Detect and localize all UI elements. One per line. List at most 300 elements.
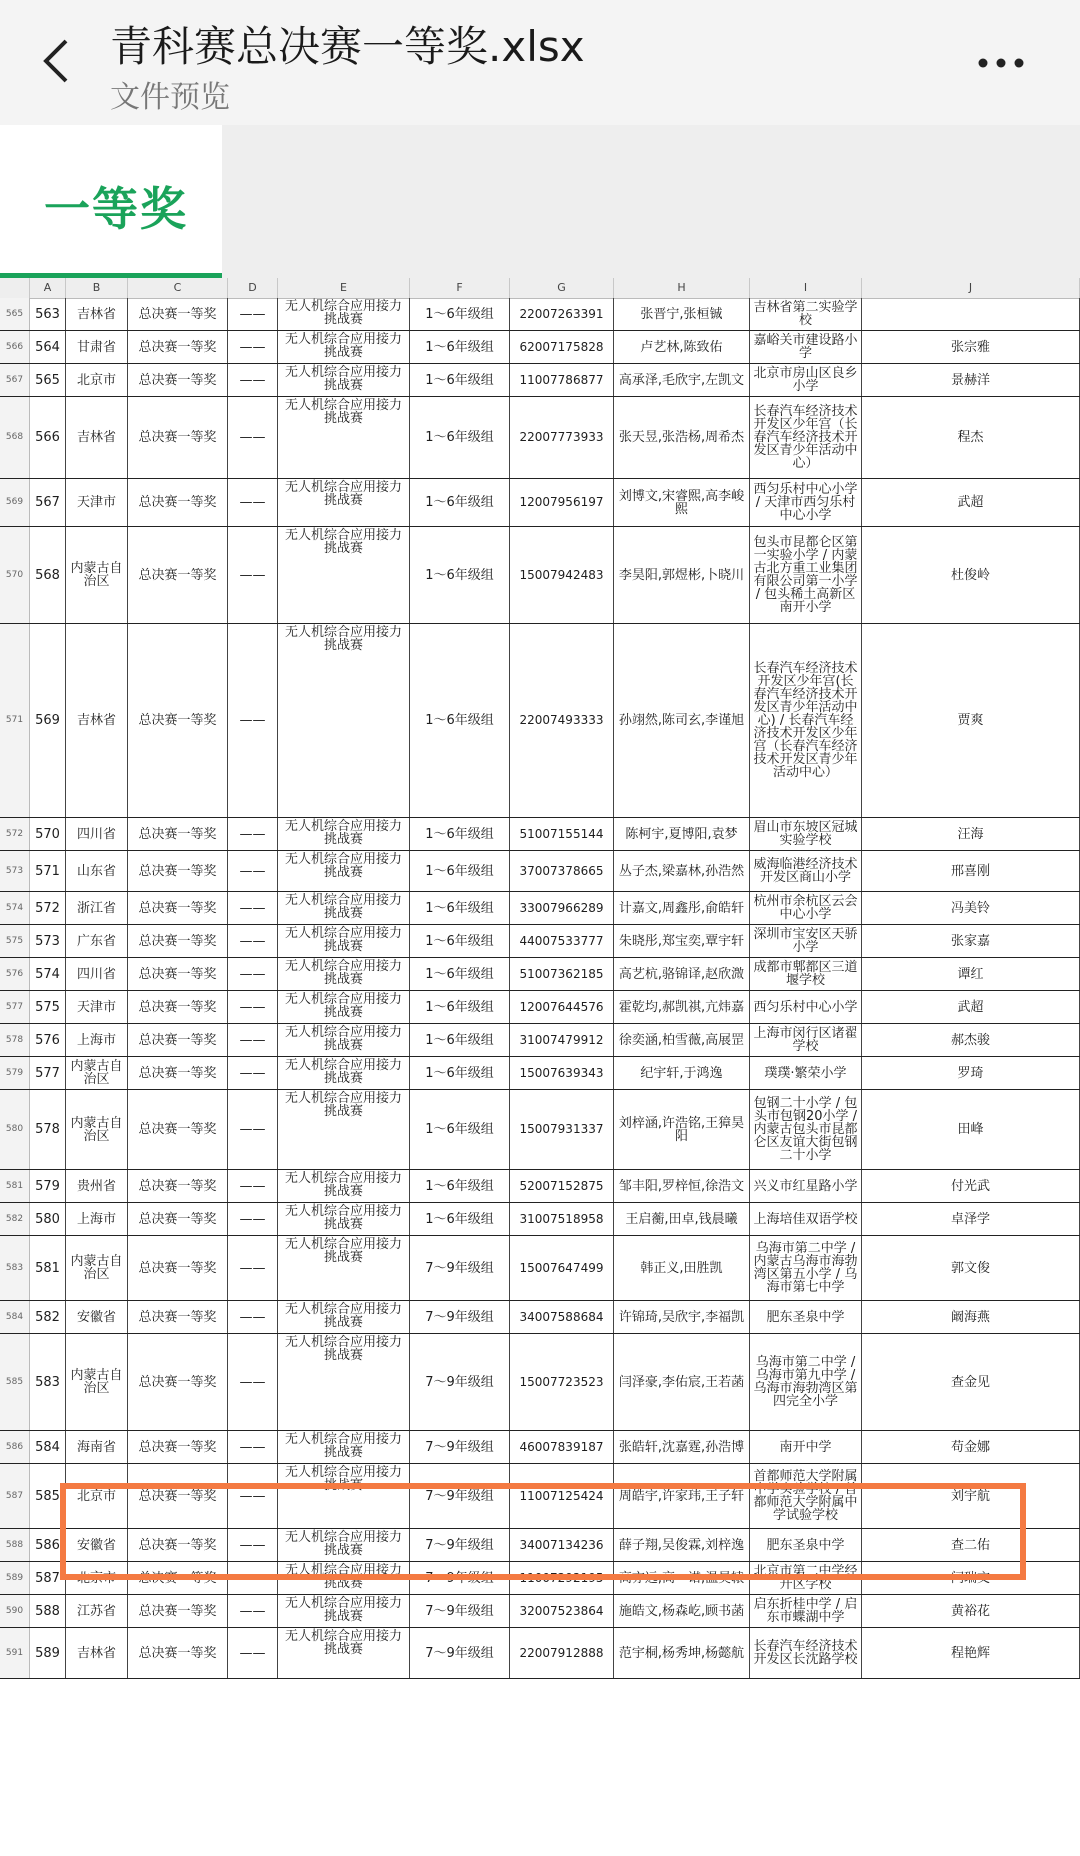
cell-b[interactable]: 北京市	[66, 364, 128, 396]
table-row[interactable]	[0, 892, 1080, 925]
row-number[interactable]: 576	[0, 958, 30, 990]
row-number[interactable]: 589	[0, 1562, 30, 1594]
cell-j[interactable]: 刘宇航	[862, 1464, 1080, 1528]
cell-j[interactable]: 贾爽	[862, 624, 1080, 817]
cell-b[interactable]: 内蒙古自治区	[66, 1334, 128, 1430]
cell-h[interactable]: 张皓轩,沈嘉霆,孙浩博	[614, 1431, 750, 1463]
cell-b[interactable]: 内蒙古自治区	[66, 1236, 128, 1300]
table-row[interactable]	[0, 1595, 1080, 1628]
cell-g[interactable]: 34007588684	[510, 1301, 614, 1333]
cell-i[interactable]: 长春汽车经济技术开发区少年宫（长春汽车经济技术开发区青少年活动中心）	[750, 397, 862, 478]
cell-h[interactable]: 高承泽,毛欣宇,左凯文	[614, 364, 750, 396]
cell-f[interactable]: 1～6年级组	[410, 397, 510, 478]
cell-j[interactable]	[862, 298, 1080, 330]
row-number[interactable]: 579	[0, 1057, 30, 1089]
cell-i[interactable]: 璞璞·繁荣小学	[750, 1057, 862, 1089]
cell-d[interactable]: ——	[228, 1334, 278, 1430]
cell-d[interactable]: ——	[228, 479, 278, 526]
cell-a[interactable]: 565	[30, 364, 66, 396]
column-header-f[interactable]: F	[410, 278, 510, 298]
cell-d[interactable]: ——	[228, 331, 278, 363]
cell-c[interactable]: 总决赛一等奖	[128, 958, 228, 990]
cell-g[interactable]: 51007155144	[510, 818, 614, 850]
cell-j[interactable]: 杜俊岭	[862, 527, 1080, 623]
cell-c[interactable]: 总决赛一等奖	[128, 364, 228, 396]
cell-c[interactable]: 总决赛一等奖	[128, 624, 228, 817]
cell-g[interactable]: 12007956197	[510, 479, 614, 526]
column-header-h[interactable]: H	[614, 278, 750, 298]
cell-a[interactable]: 585	[30, 1464, 66, 1528]
column-header-d[interactable]: D	[228, 278, 278, 298]
cell-a[interactable]: 579	[30, 1170, 66, 1202]
cell-c[interactable]: 总决赛一等奖	[128, 1236, 228, 1300]
cell-i[interactable]: 深圳市宝安区天骄小学	[750, 925, 862, 957]
cell-c[interactable]: 总决赛一等奖	[128, 1464, 228, 1528]
cell-j[interactable]: 程艳辉	[862, 1628, 1080, 1678]
cell-e[interactable]: 无人机综合应用接力挑战赛	[278, 1431, 410, 1463]
table-row[interactable]	[0, 479, 1080, 527]
cell-h[interactable]: 丛子杰,梁嘉林,孙浩然	[614, 851, 750, 891]
cell-a[interactable]: 587	[30, 1562, 66, 1594]
cell-h[interactable]: 王启蘅,田卓,钱晨曦	[614, 1203, 750, 1235]
cell-b[interactable]: 吉林省	[66, 397, 128, 478]
table-row[interactable]	[0, 1236, 1080, 1301]
cell-f[interactable]: 1～6年级组	[410, 1024, 510, 1056]
table-row[interactable]	[0, 1057, 1080, 1090]
table-row[interactable]	[0, 1562, 1080, 1595]
cell-i[interactable]: 吉林省第二实验学校	[750, 298, 862, 330]
cell-b[interactable]: 上海市	[66, 1203, 128, 1235]
cell-i[interactable]: 杭州市余杭区云会中心小学	[750, 892, 862, 924]
cell-f[interactable]: 1～6年级组	[410, 298, 510, 330]
cell-f[interactable]: 1～6年级组	[410, 331, 510, 363]
cell-c[interactable]: 总决赛一等奖	[128, 1203, 228, 1235]
table-row[interactable]	[0, 364, 1080, 397]
cell-h[interactable]: 朱晓彤,郑宝奕,覃宇轩	[614, 925, 750, 957]
cell-c[interactable]: 总决赛一等奖	[128, 331, 228, 363]
cell-h[interactable]: 徐奕涵,柏雪薇,高展罡	[614, 1024, 750, 1056]
cell-g[interactable]: 33007966289	[510, 892, 614, 924]
cell-e[interactable]: 无人机综合应用接力挑战赛	[278, 1024, 410, 1056]
cell-b[interactable]: 浙江省	[66, 892, 128, 924]
cell-i[interactable]: 长春汽车经济技术开发区少年宫(长春汽车经济技术开发区青少年活动中心) / 长春汽车经济技术开发区少年宫（长春汽车经济技术开发区青少年活动中心）	[750, 624, 862, 817]
row-number[interactable]: 577	[0, 991, 30, 1023]
cell-j[interactable]: 郭文俊	[862, 1236, 1080, 1300]
table-row[interactable]	[0, 397, 1080, 479]
cell-h[interactable]: 韩正义,田胜凯	[614, 1236, 750, 1300]
cell-b[interactable]: 天津市	[66, 991, 128, 1023]
cell-a[interactable]: 580	[30, 1203, 66, 1235]
cell-b[interactable]: 安徽省	[66, 1301, 128, 1333]
cell-i[interactable]: 眉山市东坡区冠城实验学校	[750, 818, 862, 850]
cell-c[interactable]: 总决赛一等奖	[128, 298, 228, 330]
cell-f[interactable]: 7～9年级组	[410, 1529, 510, 1561]
cell-f[interactable]: 7～9年级组	[410, 1595, 510, 1627]
cell-g[interactable]: 34007134236	[510, 1529, 614, 1561]
cell-h[interactable]: 闫泽豪,李佑宸,王若菡	[614, 1334, 750, 1430]
cell-a[interactable]: 583	[30, 1334, 66, 1430]
row-number[interactable]: 587	[0, 1464, 30, 1528]
cell-i[interactable]: 南开中学	[750, 1431, 862, 1463]
cell-i[interactable]: 北京市房山区良乡小学	[750, 364, 862, 396]
row-number[interactable]: 568	[0, 397, 30, 478]
cell-f[interactable]: 1～6年级组	[410, 479, 510, 526]
cell-g[interactable]: 37007378665	[510, 851, 614, 891]
cell-i[interactable]: 首都师范大学附属中学实验学校 / 首都师范大学附属中学试验学校	[750, 1464, 862, 1528]
cell-e[interactable]: 无人机综合应用接力挑战赛	[278, 1628, 410, 1678]
cell-g[interactable]: 22007773933	[510, 397, 614, 478]
cell-a[interactable]: 582	[30, 1301, 66, 1333]
cell-i[interactable]: 西匀乐村中心小学 / 天津市西匀乐村中心小学	[750, 479, 862, 526]
cell-h[interactable]: 卢艺林,陈致佑	[614, 331, 750, 363]
cell-a[interactable]: 586	[30, 1529, 66, 1561]
cell-a[interactable]: 578	[30, 1090, 66, 1169]
cell-f[interactable]: 7～9年级组	[410, 1334, 510, 1430]
cell-e[interactable]: 无人机综合应用接力挑战赛	[278, 1464, 410, 1528]
cell-e[interactable]: 无人机综合应用接力挑战赛	[278, 1529, 410, 1561]
cell-a[interactable]: 576	[30, 1024, 66, 1056]
cell-i[interactable]: 乌海市第二中学 / 乌海市第九中学 / 乌海市海勃湾区第四完全小学	[750, 1334, 862, 1430]
cell-d[interactable]: ——	[228, 1057, 278, 1089]
table-row[interactable]	[0, 1431, 1080, 1464]
table-row[interactable]	[0, 925, 1080, 958]
cell-h[interactable]: 纪宇轩,于鸿逸	[614, 1057, 750, 1089]
cell-j[interactable]: 闫瑞文	[862, 1562, 1080, 1594]
cell-a[interactable]: 570	[30, 818, 66, 850]
column-header-j[interactable]: J	[862, 278, 1080, 298]
cell-e[interactable]: 无人机综合应用接力挑战赛	[278, 331, 410, 363]
table-row[interactable]	[0, 1628, 1080, 1679]
cell-g[interactable]: 12007644576	[510, 991, 614, 1023]
column-header-g[interactable]: G	[510, 278, 614, 298]
cell-a[interactable]: 569	[30, 624, 66, 817]
cell-i[interactable]: 肥东圣泉中学	[750, 1301, 862, 1333]
cell-h[interactable]: 刘博文,宋睿熙,高李峻熙	[614, 479, 750, 526]
cell-d[interactable]: ——	[228, 1562, 278, 1594]
table-row[interactable]	[0, 818, 1080, 851]
cell-b[interactable]: 内蒙古自治区	[66, 527, 128, 623]
cell-e[interactable]: 无人机综合应用接力挑战赛	[278, 1562, 410, 1594]
cell-c[interactable]: 总决赛一等奖	[128, 925, 228, 957]
cell-c[interactable]: 总决赛一等奖	[128, 1628, 228, 1678]
cell-g[interactable]: 11007292195	[510, 1562, 614, 1594]
cell-j[interactable]: 郝杰骏	[862, 1024, 1080, 1056]
cell-f[interactable]: 7～9年级组	[410, 1464, 510, 1528]
cell-f[interactable]: 1～6年级组	[410, 1203, 510, 1235]
cell-e[interactable]: 无人机综合应用接力挑战赛	[278, 624, 410, 817]
cell-e[interactable]: 无人机综合应用接力挑战赛	[278, 1057, 410, 1089]
cell-j[interactable]: 查二佑	[862, 1529, 1080, 1561]
cell-b[interactable]: 上海市	[66, 1024, 128, 1056]
cell-d[interactable]: ——	[228, 991, 278, 1023]
row-number[interactable]: 569	[0, 479, 30, 526]
cell-g[interactable]: 15007942483	[510, 527, 614, 623]
cell-i[interactable]: 启东折桂中学 / 启东市蝶湖中学	[750, 1595, 862, 1627]
cell-d[interactable]: ——	[228, 1024, 278, 1056]
row-number[interactable]: 575	[0, 925, 30, 957]
sheet-tab-active[interactable]	[0, 125, 222, 278]
table-row[interactable]	[0, 851, 1080, 892]
table-row[interactable]	[0, 1529, 1080, 1562]
row-number[interactable]: 591	[0, 1628, 30, 1678]
cell-c[interactable]: 总决赛一等奖	[128, 397, 228, 478]
cell-j[interactable]: 苟金娜	[862, 1431, 1080, 1463]
cell-g[interactable]: 51007362185	[510, 958, 614, 990]
cell-f[interactable]: 1～6年级组	[410, 851, 510, 891]
cell-c[interactable]: 总决赛一等奖	[128, 1595, 228, 1627]
cell-e[interactable]: 无人机综合应用接力挑战赛	[278, 1301, 410, 1333]
row-number[interactable]: 572	[0, 818, 30, 850]
cell-b[interactable]: 四川省	[66, 958, 128, 990]
cell-g[interactable]: 11007125424	[510, 1464, 614, 1528]
cell-c[interactable]: 总决赛一等奖	[128, 1562, 228, 1594]
cell-g[interactable]: 11007786877	[510, 364, 614, 396]
row-number[interactable]: 590	[0, 1595, 30, 1627]
cell-i[interactable]: 兴义市红星路小学	[750, 1170, 862, 1202]
cell-j[interactable]: 谭红	[862, 958, 1080, 990]
cell-e[interactable]: 无人机综合应用接力挑战赛	[278, 479, 410, 526]
cell-c[interactable]: 总决赛一等奖	[128, 479, 228, 526]
table-row[interactable]	[0, 1334, 1080, 1431]
cell-j[interactable]: 田峰	[862, 1090, 1080, 1169]
cell-f[interactable]: 1～6年级组	[410, 892, 510, 924]
cell-h[interactable]: 许锦琦,吴欣宇,李福凯	[614, 1301, 750, 1333]
cell-f[interactable]: 1～6年级组	[410, 958, 510, 990]
cell-j[interactable]: 张家嘉	[862, 925, 1080, 957]
cell-b[interactable]: 内蒙古自治区	[66, 1090, 128, 1169]
cell-j[interactable]: 张宗雅	[862, 331, 1080, 363]
cell-f[interactable]: 1～6年级组	[410, 364, 510, 396]
cell-b[interactable]: 吉林省	[66, 624, 128, 817]
row-number[interactable]: 585	[0, 1334, 30, 1430]
cell-e[interactable]: 无人机综合应用接力挑战赛	[278, 991, 410, 1023]
cell-g[interactable]: 31007518958	[510, 1203, 614, 1235]
chevron-left-icon[interactable]	[36, 36, 76, 86]
cell-f[interactable]: 7～9年级组	[410, 1628, 510, 1678]
cell-e[interactable]: 无人机综合应用接力挑战赛	[278, 818, 410, 850]
column-header-b[interactable]: B	[66, 278, 128, 298]
cell-c[interactable]: 总决赛一等奖	[128, 991, 228, 1023]
cell-d[interactable]: ——	[228, 1090, 278, 1169]
corner-cell[interactable]	[0, 278, 30, 298]
column-header-e[interactable]: E	[278, 278, 410, 298]
cell-g[interactable]: 46007839187	[510, 1431, 614, 1463]
cell-a[interactable]: 568	[30, 527, 66, 623]
more-dots-icon[interactable]	[976, 56, 1026, 70]
cell-j[interactable]: 邢喜刚	[862, 851, 1080, 891]
cell-b[interactable]: 北京市	[66, 1562, 128, 1594]
cell-g[interactable]: 52007152875	[510, 1170, 614, 1202]
column-header-c[interactable]: C	[128, 278, 228, 298]
cell-j[interactable]: 卓泽学	[862, 1203, 1080, 1235]
row-number[interactable]: 584	[0, 1301, 30, 1333]
cell-f[interactable]: 1～6年级组	[410, 1057, 510, 1089]
row-number[interactable]: 578	[0, 1024, 30, 1056]
row-number[interactable]: 582	[0, 1203, 30, 1235]
cell-j[interactable]: 罗琦	[862, 1057, 1080, 1089]
cell-i[interactable]: 长春汽车经济技术开发区长沈路学校	[750, 1628, 862, 1678]
cell-j[interactable]: 冯美铃	[862, 892, 1080, 924]
cell-g[interactable]: 22007263391	[510, 298, 614, 330]
cell-f[interactable]: 7～9年级组	[410, 1562, 510, 1594]
cell-e[interactable]: 无人机综合应用接力挑战赛	[278, 925, 410, 957]
cell-a[interactable]: 581	[30, 1236, 66, 1300]
cell-d[interactable]: ——	[228, 364, 278, 396]
row-number[interactable]: 588	[0, 1529, 30, 1561]
cell-b[interactable]: 四川省	[66, 818, 128, 850]
table-row[interactable]	[0, 1090, 1080, 1170]
cell-f[interactable]: 1～6年级组	[410, 925, 510, 957]
cell-e[interactable]: 无人机综合应用接力挑战赛	[278, 958, 410, 990]
cell-f[interactable]: 1～6年级组	[410, 991, 510, 1023]
cell-d[interactable]: ——	[228, 298, 278, 330]
cell-j[interactable]: 武超	[862, 479, 1080, 526]
cell-a[interactable]: 567	[30, 479, 66, 526]
row-number[interactable]: 567	[0, 364, 30, 396]
cell-f[interactable]: 7～9年级组	[410, 1301, 510, 1333]
cell-g[interactable]: 44007533777	[510, 925, 614, 957]
cell-i[interactable]: 成都市郫都区三道堰学校	[750, 958, 862, 990]
cell-h[interactable]: 周皓宇,许家玮,王子轩	[614, 1464, 750, 1528]
table-row[interactable]	[0, 624, 1080, 818]
cell-f[interactable]: 1～6年级组	[410, 624, 510, 817]
cell-d[interactable]: ——	[228, 1431, 278, 1463]
cell-g[interactable]: 32007523864	[510, 1595, 614, 1627]
table-row[interactable]	[0, 1024, 1080, 1057]
cell-j[interactable]: 付光武	[862, 1170, 1080, 1202]
row-number[interactable]: 583	[0, 1236, 30, 1300]
cell-i[interactable]: 上海培佳双语学校	[750, 1203, 862, 1235]
cell-b[interactable]: 吉林省	[66, 1628, 128, 1678]
table-row[interactable]	[0, 298, 1080, 331]
cell-h[interactable]: 高亦远,高一诺,温昊辕	[614, 1562, 750, 1594]
cell-h[interactable]: 范宇桐,杨秀坤,杨懿航	[614, 1628, 750, 1678]
cell-c[interactable]: 总决赛一等奖	[128, 892, 228, 924]
table-row[interactable]	[0, 1464, 1080, 1529]
cell-h[interactable]: 邹丰阳,罗梓恒,徐浩文	[614, 1170, 750, 1202]
cell-i[interactable]: 乌海市第二中学 / 内蒙古乌海市海勃湾区第五小学 / 乌海市第七中学	[750, 1236, 862, 1300]
cell-a[interactable]: 564	[30, 331, 66, 363]
cell-d[interactable]: ——	[228, 624, 278, 817]
cell-h[interactable]: 刘梓涵,许浩铭,王獐昊阳	[614, 1090, 750, 1169]
cell-d[interactable]: ——	[228, 1529, 278, 1561]
row-number[interactable]: 580	[0, 1090, 30, 1169]
cell-a[interactable]: 571	[30, 851, 66, 891]
spreadsheet-grid[interactable]	[0, 278, 1080, 1856]
cell-e[interactable]: 无人机综合应用接力挑战赛	[278, 851, 410, 891]
cell-d[interactable]: ——	[228, 1301, 278, 1333]
cell-f[interactable]: 1～6年级组	[410, 1170, 510, 1202]
cell-e[interactable]: 无人机综合应用接力挑战赛	[278, 1236, 410, 1300]
cell-i[interactable]: 西匀乐村中心小学	[750, 991, 862, 1023]
row-number[interactable]: 566	[0, 331, 30, 363]
column-header-a[interactable]: A	[30, 278, 66, 298]
table-row[interactable]	[0, 991, 1080, 1024]
cell-c[interactable]: 总决赛一等奖	[128, 1090, 228, 1169]
row-number[interactable]: 565	[0, 298, 30, 330]
cell-i[interactable]: 威海临港经济技术开发区商山小学	[750, 851, 862, 891]
cell-j[interactable]: 黄裕花	[862, 1595, 1080, 1627]
cell-j[interactable]: 武超	[862, 991, 1080, 1023]
table-row[interactable]	[0, 958, 1080, 991]
row-number[interactable]: 574	[0, 892, 30, 924]
cell-c[interactable]: 总决赛一等奖	[128, 1334, 228, 1430]
cell-c[interactable]: 总决赛一等奖	[128, 1431, 228, 1463]
cell-f[interactable]: 1～6年级组	[410, 527, 510, 623]
cell-g[interactable]: 62007175828	[510, 331, 614, 363]
cell-a[interactable]: 566	[30, 397, 66, 478]
cell-d[interactable]: ——	[228, 1203, 278, 1235]
cell-d[interactable]: ——	[228, 958, 278, 990]
cell-g[interactable]: 31007479912	[510, 1024, 614, 1056]
cell-d[interactable]: ——	[228, 1628, 278, 1678]
cell-e[interactable]: 无人机综合应用接力挑战赛	[278, 1334, 410, 1430]
cell-d[interactable]: ——	[228, 527, 278, 623]
cell-a[interactable]: 589	[30, 1628, 66, 1678]
cell-e[interactable]: 无人机综合应用接力挑战赛	[278, 1203, 410, 1235]
cell-b[interactable]: 海南省	[66, 1431, 128, 1463]
cell-g[interactable]: 15007931337	[510, 1090, 614, 1169]
cell-e[interactable]: 无人机综合应用接力挑战赛	[278, 1595, 410, 1627]
cell-d[interactable]: ——	[228, 397, 278, 478]
cell-h[interactable]: 霍乾均,郝凯祺,亢炜嘉	[614, 991, 750, 1023]
cell-h[interactable]: 施皓文,杨森屹,顾书菡	[614, 1595, 750, 1627]
cell-e[interactable]: 无人机综合应用接力挑战赛	[278, 892, 410, 924]
cell-d[interactable]: ——	[228, 1464, 278, 1528]
cell-a[interactable]: 577	[30, 1057, 66, 1089]
cell-j[interactable]: 查金见	[862, 1334, 1080, 1430]
table-row[interactable]	[0, 1301, 1080, 1334]
cell-e[interactable]: 无人机综合应用接力挑战赛	[278, 527, 410, 623]
cell-c[interactable]: 总决赛一等奖	[128, 1529, 228, 1561]
cell-a[interactable]: 563	[30, 298, 66, 330]
cell-b[interactable]: 山东省	[66, 851, 128, 891]
cell-j[interactable]: 阚海燕	[862, 1301, 1080, 1333]
cell-b[interactable]: 江苏省	[66, 1595, 128, 1627]
cell-a[interactable]: 573	[30, 925, 66, 957]
cell-h[interactable]: 孙翊然,陈司玄,李谨旭	[614, 624, 750, 817]
cell-i[interactable]: 嘉峪关市建设路小学	[750, 331, 862, 363]
table-row[interactable]	[0, 1170, 1080, 1203]
cell-h[interactable]: 计嘉文,周鑫彤,俞皓轩	[614, 892, 750, 924]
cell-b[interactable]: 北京市	[66, 1464, 128, 1528]
cell-g[interactable]: 15007723523	[510, 1334, 614, 1430]
cell-h[interactable]: 高艺杭,骆锦译,赵欣溦	[614, 958, 750, 990]
cell-c[interactable]: 总决赛一等奖	[128, 527, 228, 623]
cell-j[interactable]: 程杰	[862, 397, 1080, 478]
cell-a[interactable]: 575	[30, 991, 66, 1023]
cell-e[interactable]: 无人机综合应用接力挑战赛	[278, 298, 410, 330]
row-number[interactable]: 571	[0, 624, 30, 817]
cell-b[interactable]: 贵州省	[66, 1170, 128, 1202]
cell-f[interactable]: 7～9年级组	[410, 1236, 510, 1300]
cell-h[interactable]: 张晋宁,张桓铖	[614, 298, 750, 330]
cell-c[interactable]: 总决赛一等奖	[128, 1301, 228, 1333]
cell-i[interactable]: 包头市昆都仑区第一实验小学 / 内蒙古北方重工业集团有限公司第一小学 / 包头稀土高新区南开小学	[750, 527, 862, 623]
cell-i[interactable]: 包钢二十小学 / 包头市包钢20小学 / 内蒙古包头市昆都仑区友谊大街包钢二十小学	[750, 1090, 862, 1169]
cell-j[interactable]: 汪海	[862, 818, 1080, 850]
cell-i[interactable]: 上海市闵行区诸翟学校	[750, 1024, 862, 1056]
cell-d[interactable]: ——	[228, 1170, 278, 1202]
cell-h[interactable]: 李昊阳,郭煜彬,卜晓川	[614, 527, 750, 623]
cell-b[interactable]: 内蒙古自治区	[66, 1057, 128, 1089]
cell-c[interactable]: 总决赛一等奖	[128, 1024, 228, 1056]
cell-h[interactable]: 薛子翔,吴俊霖,刘梓逸	[614, 1529, 750, 1561]
cell-e[interactable]: 无人机综合应用接力挑战赛	[278, 397, 410, 478]
cell-h[interactable]: 张天昱,张浩杨,周希杰	[614, 397, 750, 478]
cell-a[interactable]: 572	[30, 892, 66, 924]
cell-j[interactable]: 景赫洋	[862, 364, 1080, 396]
